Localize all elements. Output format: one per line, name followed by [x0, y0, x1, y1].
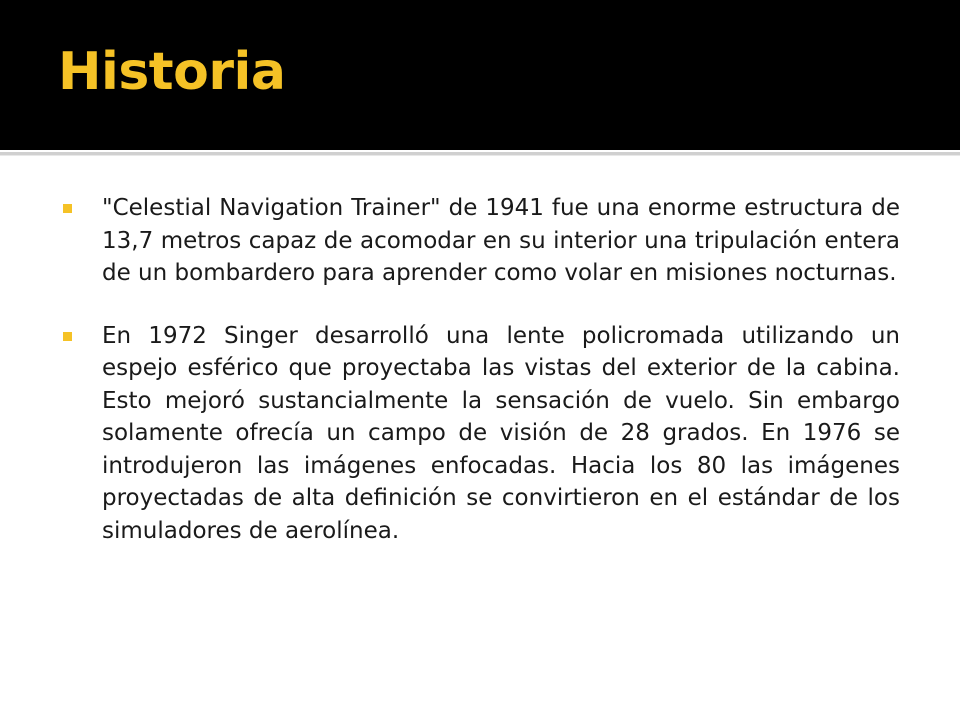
- title-divider: [0, 152, 960, 156]
- slide-title: Historia: [58, 42, 286, 102]
- bullet-item-celestial-trainer: [60, 192, 900, 290]
- bullet-item-singer-lens: [60, 320, 900, 548]
- square-bullet-icon: [63, 204, 72, 213]
- bullet-text: "Celestial Navigation Trainer" de 1941 fue una enorme estructura de 13,7 metros capaz de acomodar en su interior una tripulación entera de un bombardero para aprender como volar en misiones nocturnas.: [102, 195, 900, 286]
- bullet-list: [60, 192, 900, 577]
- square-bullet-icon: [63, 332, 72, 341]
- title-band: [0, 0, 960, 150]
- bullet-text: En 1972 Singer desarrolló una lente policromada utilizando un espejo esférico que proyectaba las vistas del exterior de la cabina. Esto mejoró sustancialmente la sensación de vuelo. Sin embargo solamente ofrecía un campo de visión de 28 grados. En 1976 se introdujeron las imágenes enfocadas. Hacia los 80 las imágenes proyectadas de alta definición se convirtieron en el estándar de los simuladores de aerolínea.: [102, 322, 900, 544]
